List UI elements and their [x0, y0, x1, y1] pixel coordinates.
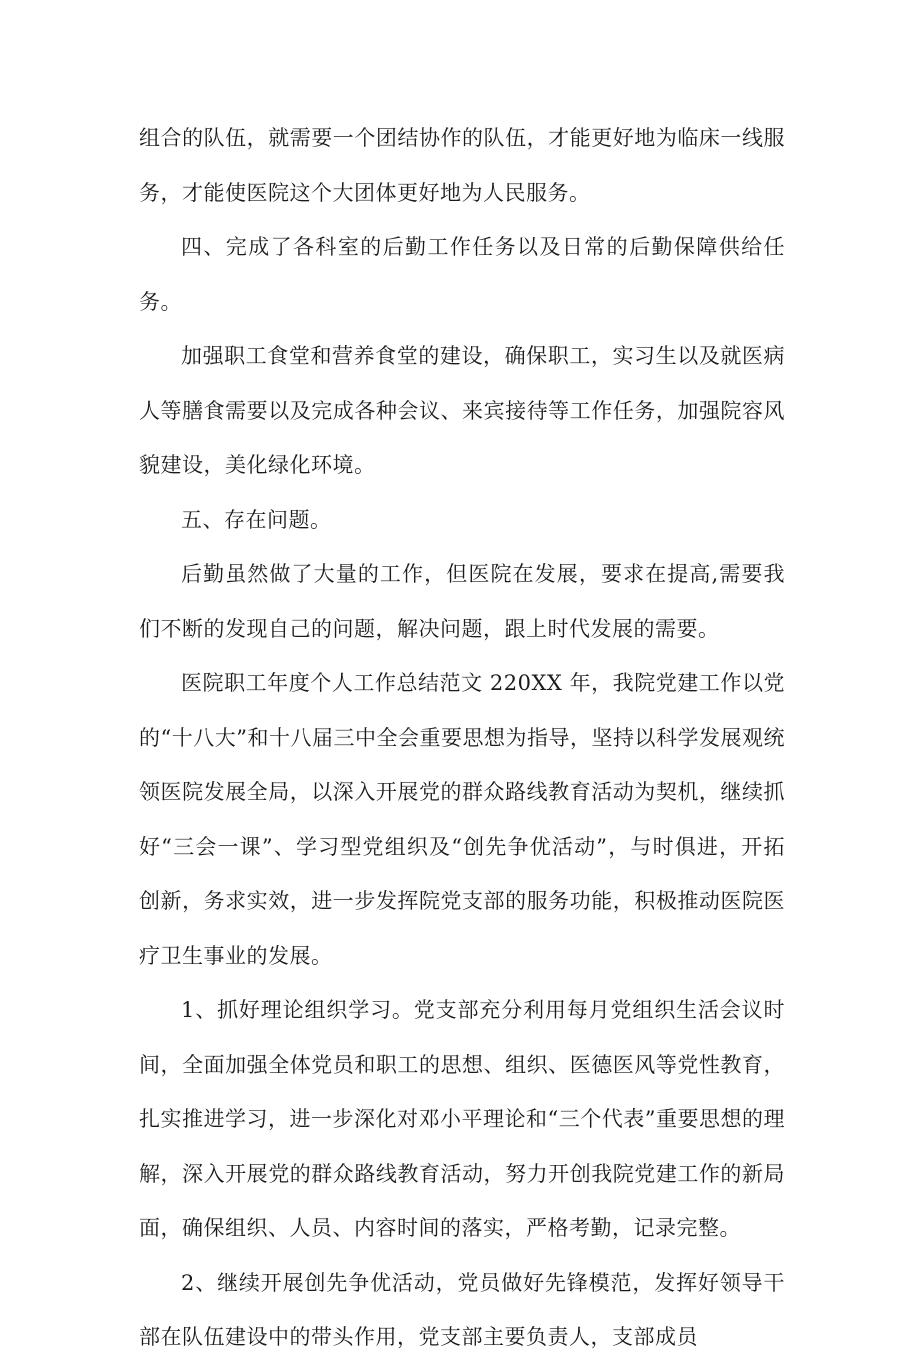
paragraph-2: 四、完成了各科室的后勤工作任务以及日常的后勤保障供给任务。	[139, 235, 785, 314]
document-page	[139, 111, 785, 1365]
paragraph-5: 后勤虽然做了大量的工作，但医院在发展，要求在提高,需要我们不断的发现自己的问题，解决问题，跟上时代发展的需要。	[139, 562, 785, 641]
paragraph-1: 组合的队伍，就需要一个团结协作的队伍，才能更好地为临床一线服务，才能使医院这个大团体更好地为人民服务。	[139, 126, 785, 205]
paragraph-7: 1、抓好理论组织学习。党支部充分利用每月党组织生活会议时间，全面加强全体党员和职工的思想、组织、医德医风等党性教育，扎实推进学习，进一步深化对邓小平理论和“三个代表”重要思想的理解，深入开展党的群众路线教育活动，努力开创我院党建工作的新局面，确保组织、人员、内容时间的落实，严格考勤，记录完整。	[139, 998, 785, 1240]
paragraph-6: 医院职工年度个人工作总结范文 220XX 年，我院党建工作以党的“十八大”和十八届三中全会重要思想为指导，坚持以科学发展观统领医院发展全局，以深入开展党的群众路线教育活动为契机，继续抓好“三会一课”、学习型党组织及“创先争优活动”，与时俱进，开拓创新，务求实效，进一步发挥院党支部的服务功能，积极推动医院医疗卫生事业的发展。	[139, 671, 785, 968]
paragraph-8: 2、继续开展创先争优活动，党员做好先锋模范，发挥好领导干部在队伍建设中的带头作用，党支部主要负责人，支部成员	[139, 1270, 785, 1349]
paragraph-4: 五、存在问题。	[181, 507, 332, 532]
paragraph-3: 加强职工食堂和营养食堂的建设，确保职工，实习生以及就医病人等膳食需要以及完成各种会议、来宾接待等工作任务，加强院容风貌建设，美化绿化环境。	[139, 344, 785, 477]
